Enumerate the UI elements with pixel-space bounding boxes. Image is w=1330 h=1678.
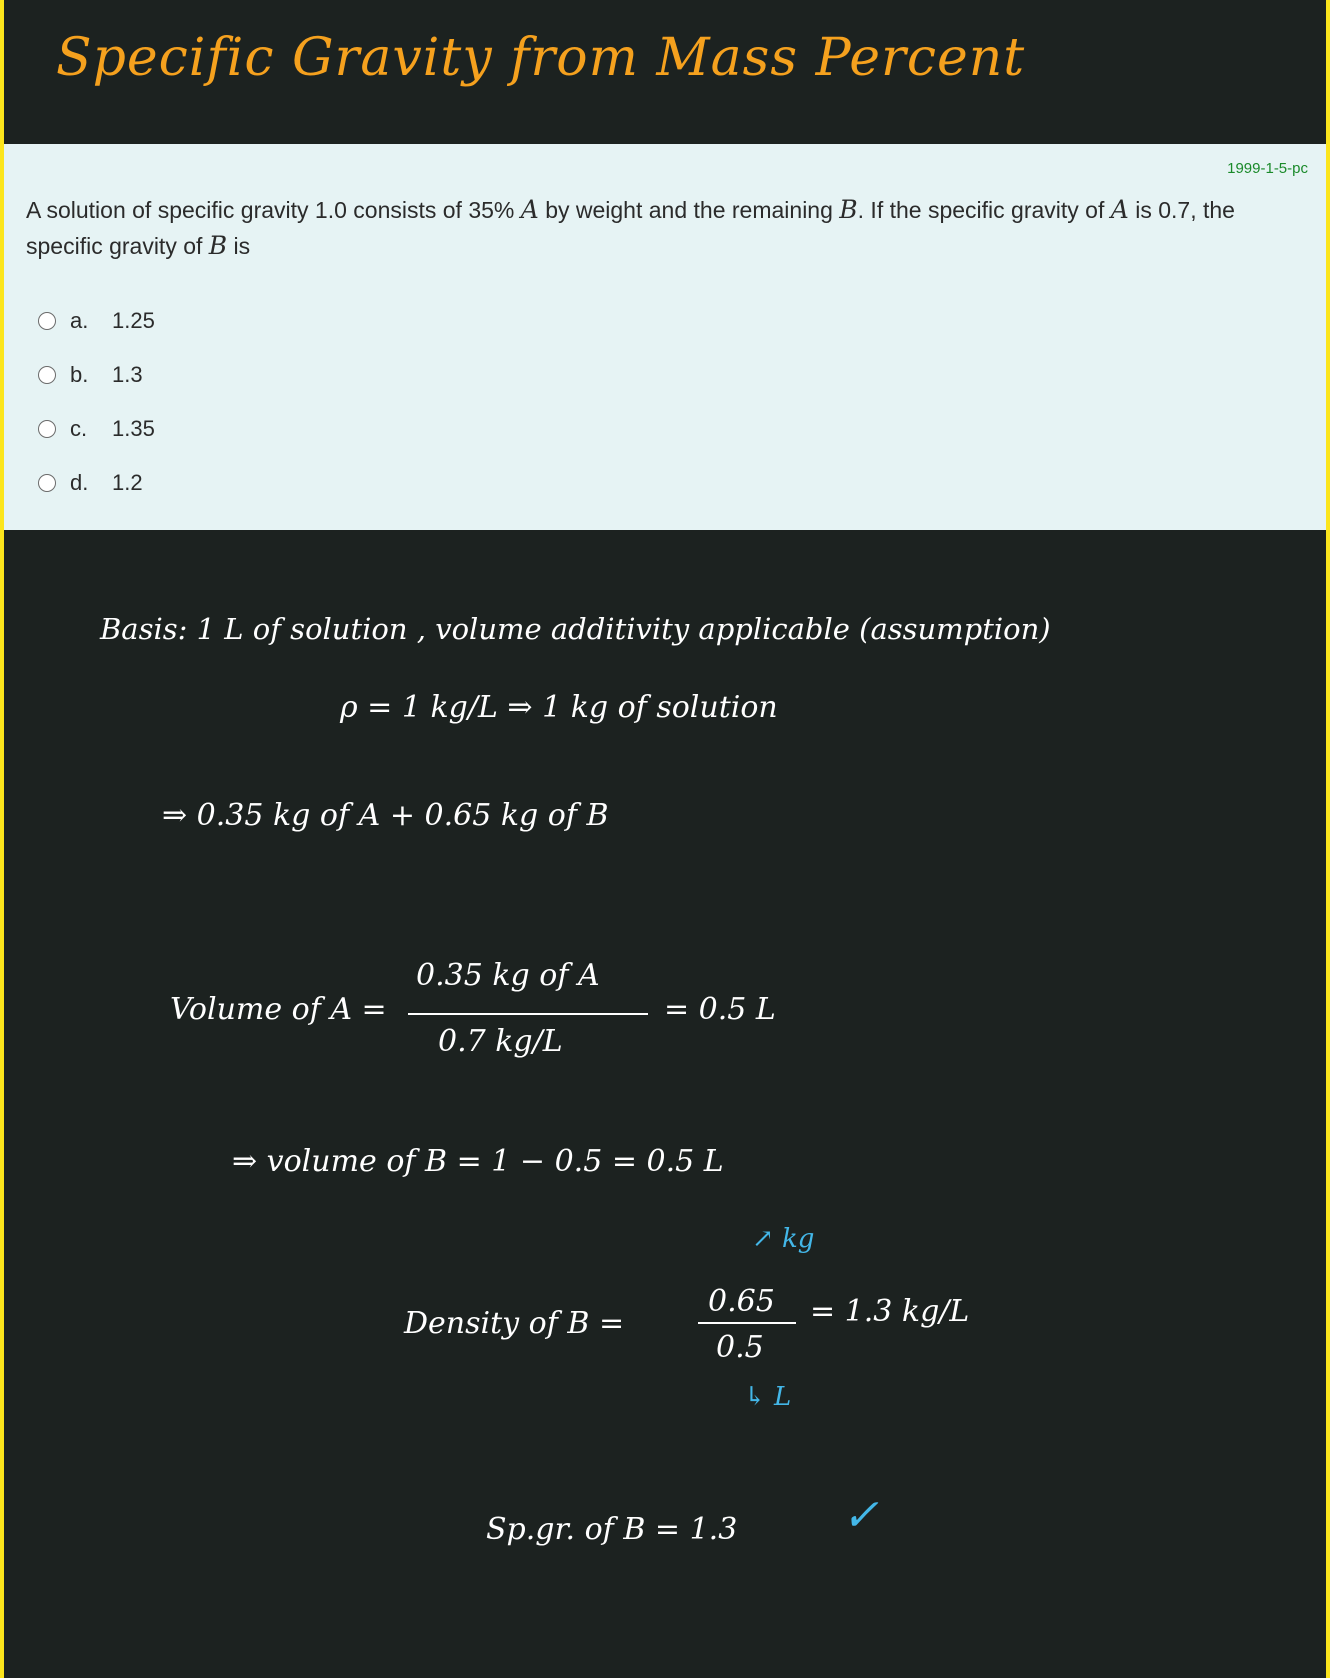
option-value: 1.35 bbox=[112, 416, 155, 441]
question-text-part: is bbox=[227, 233, 251, 259]
option-value: 1.2 bbox=[112, 470, 143, 495]
option-value: 1.3 bbox=[112, 362, 143, 387]
density-b-label: Density of B = bbox=[404, 1306, 625, 1341]
final-answer: Sp.gr. of B = 1.3 bbox=[486, 1512, 738, 1547]
volume-b-line: ⇒ volume of B = 1 − 0.5 = 0.5 L bbox=[232, 1144, 724, 1179]
question-text bbox=[26, 192, 1296, 264]
density-b-numerator: 0.65 bbox=[708, 1284, 775, 1319]
radio-button[interactable] bbox=[38, 366, 56, 384]
variable-b: B bbox=[208, 231, 228, 260]
title-band bbox=[4, 0, 1326, 144]
solution-density-line: ρ = 1 kg/L ⇒ 1 kg of solution bbox=[340, 690, 778, 725]
volume-a-denominator: 0.7 kg/L bbox=[438, 1024, 563, 1059]
l-annotation: ↳ L bbox=[744, 1382, 792, 1412]
fraction-bar bbox=[408, 1013, 648, 1015]
handwritten-solution bbox=[4, 530, 1326, 1678]
option-letter: d. bbox=[70, 470, 89, 495]
density-b-denominator: 0.5 bbox=[716, 1330, 764, 1365]
slide-frame bbox=[4, 0, 1326, 1678]
option-b[interactable] bbox=[38, 348, 155, 402]
option-d[interactable] bbox=[38, 456, 155, 510]
option-a[interactable] bbox=[38, 294, 155, 348]
option-value: 1.25 bbox=[112, 308, 155, 333]
radio-button[interactable] bbox=[38, 474, 56, 492]
question-text-part: by weight and the remaining bbox=[538, 197, 840, 223]
fraction-bar bbox=[698, 1322, 796, 1324]
variable-a: A bbox=[520, 195, 539, 224]
question-text-part: is 0.7, the specific gravity of bbox=[26, 197, 1235, 259]
radio-button[interactable] bbox=[38, 312, 56, 330]
radio-button[interactable] bbox=[38, 420, 56, 438]
density-b-result: = 1.3 kg/L bbox=[810, 1294, 970, 1329]
page-title: Specific Gravity from Mass Percent bbox=[56, 28, 1026, 88]
question-panel bbox=[4, 144, 1326, 530]
volume-a-numerator: 0.35 kg of A bbox=[416, 958, 600, 993]
question-id: 1999-1-5-pc bbox=[1227, 160, 1308, 177]
option-letter: b. bbox=[70, 362, 89, 387]
option-c[interactable] bbox=[38, 402, 155, 456]
solution-basis-line: Basis: 1 L of solution , volume additivity applicable (assumption) bbox=[100, 612, 1051, 646]
option-letter: a. bbox=[70, 308, 89, 333]
check-mark-icon: ✓ bbox=[842, 1490, 879, 1541]
answer-options bbox=[38, 294, 155, 510]
variable-a: A bbox=[1110, 195, 1129, 224]
option-letter: c. bbox=[70, 416, 88, 441]
question-text-part: A solution of specific gravity 1.0 consists of 35% bbox=[26, 197, 521, 223]
kg-annotation: ↗ kg bbox=[752, 1224, 815, 1254]
volume-a-label: Volume of A = bbox=[170, 992, 387, 1027]
solution-mass-split-line: ⇒ 0.35 kg of A + 0.65 kg of B bbox=[162, 798, 609, 833]
volume-a-result: = 0.5 L bbox=[664, 992, 776, 1027]
question-text-part: . If the specific gravity of bbox=[857, 197, 1111, 223]
variable-b: B bbox=[839, 195, 858, 224]
